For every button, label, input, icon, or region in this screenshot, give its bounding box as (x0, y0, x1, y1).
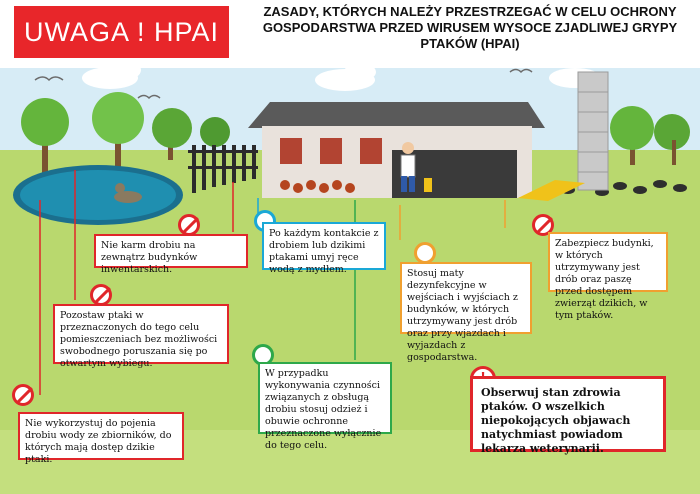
no-wild-water-icon (12, 384, 34, 406)
rule-no-wild-water: Nie wykorzystuj do pojenia drobiu wody ze zbiorników, do których mają dostęp dzikie ptaki. (18, 412, 184, 460)
rule-observe-health: Obserwuj stan zdrowia ptaków. O wszelkich niepokojących objawach natychmiast powiadom lekarza weterynarii. (470, 376, 666, 452)
no-free-range-icon (90, 284, 112, 306)
rule-protective-clothing: W przypadku wykonywania czynności związanych z obsługą drobiu stosuj odzież i obuwie ochronne przeznaczone wyłącznie do tego celu. (258, 362, 392, 434)
rule-keep-birds-inside: Pozostaw ptaki w przeznaczonych do tego celu pomieszczeniach bez możliwości swobodnego poruszania się po otwartym wybiegu. (53, 304, 229, 364)
no-feeding-outside-icon (178, 214, 200, 236)
rule-secure-buildings: Zabezpiecz budynki, w których utrzymywany jest drób oraz paszę przed dostępem zwierząt dzikich, w tym ptaków. (548, 232, 668, 292)
page-headline: ZASADY, KTÓRYCH NALEŻY PRZESTRZEGAĆ W CELU OCHRONY GOSPODARSTWA PRZED WIRUSEM WYSOCE ZJADLIWEJ GRYPY PTAKÓW (HPAI) (262, 4, 678, 51)
rule-disinfection-mats: Stosuj maty dezynfekcyjne w wejściach i wyjściach z budynków, w których utrzymywany jest drób oraz przy wjazdach i wyjazdach z gospodarstwa. (400, 262, 532, 334)
rule-wash-hands: Po każdym kontakcie z drobiem lub dzikimi ptakami umyj ręce wodą z mydłem. (262, 222, 386, 270)
banner-title: UWAGA ! HPAI (14, 6, 229, 58)
rule-dont-feed-outside: Nie karm drobiu na zewnątrz budynków inwentarskich. (94, 234, 248, 268)
disinfection-mat-icon (414, 242, 436, 264)
